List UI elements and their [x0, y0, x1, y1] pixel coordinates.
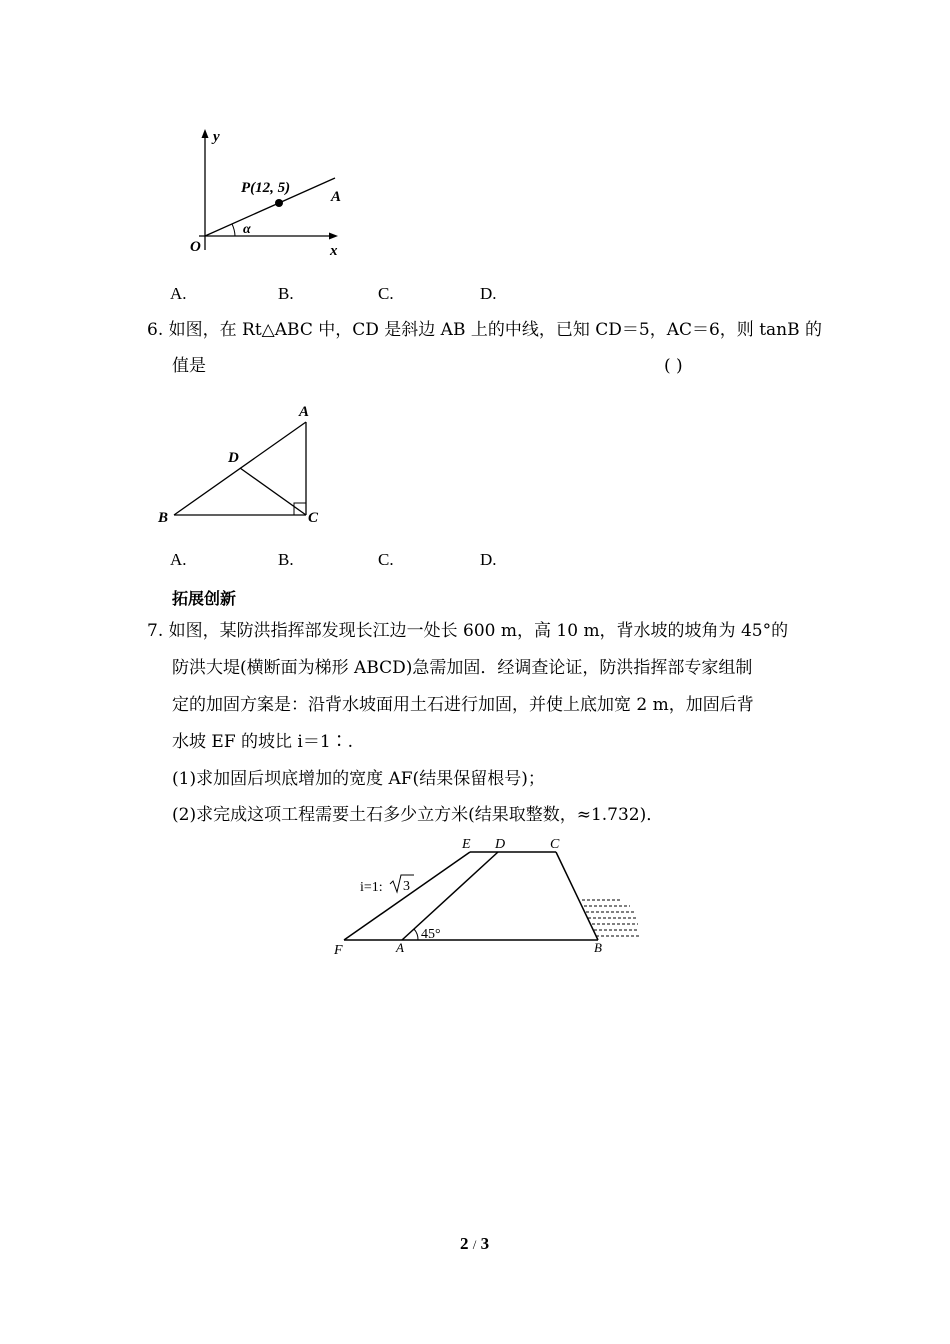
vertex-f-label: F: [334, 943, 343, 958]
figure-coordinate-ray: [185, 125, 355, 260]
median-cd: [240, 468, 306, 515]
figure-dam-trapezoid: [330, 830, 650, 962]
y-axis-label: y: [213, 129, 220, 145]
figure-right-triangle: [152, 398, 332, 528]
q6-option-c[interactable]: C.: [378, 550, 394, 569]
q7-part1: (1)求加固后坝底增加的宽度 AF(结果保留根号)；: [172, 769, 545, 789]
vertex-a-label: A: [396, 940, 404, 955]
q7-text-line3: 定的加固方案是：沿背水坡面用土石进行加固，并使上底加宽 2 m，加固后背: [172, 695, 754, 715]
vertex-a-label: A: [299, 404, 310, 420]
x-axis-label: x: [330, 243, 338, 259]
origin-label: O: [190, 239, 201, 255]
q6-option-a[interactable]: A.: [170, 550, 187, 569]
water-hatching: [582, 900, 640, 936]
slope-cb: [556, 852, 598, 940]
q5-option-d[interactable]: D.: [480, 284, 497, 303]
q7-text-line1: 7. 如图，某防洪指挥部发现长江边一处长 600 m，高 10 m，背水坡的坡角为 45°的: [147, 621, 789, 641]
q7-part2: (2)求完成这项工程需要土石多少立方米(结果取整数，≈1.732)．: [172, 805, 664, 825]
q6-text-line1: 6. 如图，在 Rt△ABC 中，CD 是斜边 AB 上的中线，已知 CD＝5，AC＝6，则 tanB 的: [147, 320, 823, 340]
point-p: [275, 199, 283, 207]
page-number: [460, 1234, 489, 1254]
x-axis-arrow: [329, 233, 338, 240]
q6-text-line2: 值是: [172, 356, 206, 376]
page-current: 2: [460, 1234, 469, 1253]
q5-option-a[interactable]: A.: [170, 284, 187, 303]
vertex-b-label: B: [594, 940, 602, 955]
angle-45-label: 45°: [421, 927, 441, 942]
vertex-e-label: E: [462, 837, 471, 852]
angle-arc: [232, 224, 235, 236]
angle-45-arc: [414, 929, 418, 940]
point-p-label: P(12, 5): [241, 180, 291, 196]
vertex-d-label: D: [228, 450, 239, 466]
section-title: 拓展创新: [172, 589, 237, 608]
q6-answer-paren: ( ): [664, 356, 683, 376]
page-separator: /: [472, 1237, 477, 1252]
y-axis-arrow: [202, 129, 209, 138]
q6-option-b[interactable]: B.: [278, 550, 294, 569]
vertex-b-label: B: [158, 510, 169, 526]
sqrt-symbol: [390, 875, 414, 892]
q5-option-b[interactable]: B.: [278, 284, 294, 303]
angle-label: α: [243, 222, 251, 237]
vertex-c-label: C: [550, 837, 560, 852]
sqrt-radicand: 3: [403, 879, 410, 894]
ray-end-label: A: [331, 189, 342, 205]
q5-option-c[interactable]: C.: [378, 284, 394, 303]
vertex-d-label: D: [495, 837, 506, 852]
vertex-c-label: C: [308, 510, 319, 526]
q7-text-line2: 防洪大堤(横断面为梯形 ABCD)急需加固．经调查论证，防洪指挥部专家组制: [172, 658, 753, 678]
q7-text-line4: 水坡 EF 的坡比 i＝1∶.: [172, 732, 354, 752]
page-total: 3: [480, 1234, 490, 1253]
q6-option-d[interactable]: D.: [480, 550, 497, 569]
slope-ratio-label: i=1:: [360, 880, 383, 895]
